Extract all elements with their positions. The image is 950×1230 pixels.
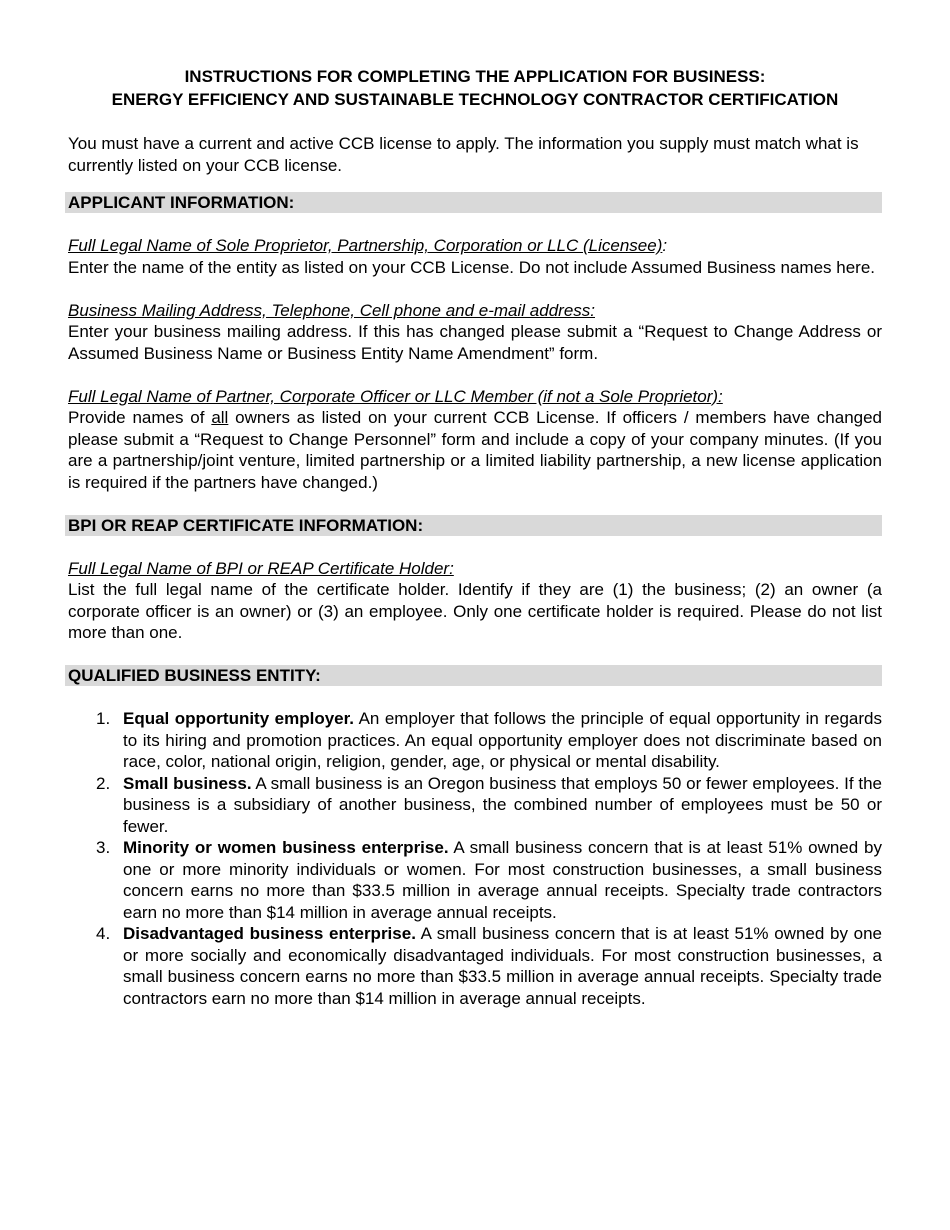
- list-item-text: A small business concern that is at least 51% owned by one or more minority individuals or women. For most construction businesses, a small business concern earns no more than $33.5 million in average annual receipts. Specialty trade contractors earn no more than $14 million in average annual receipts.: [123, 838, 882, 922]
- list-item: [68, 708, 882, 773]
- section-heading-bpi: BPI OR REAP CERTIFICATE INFORMATION:: [65, 515, 882, 536]
- field-certificate-holder-text: List the full legal name of the certificate holder. Identify if they are (1) the business; (2) an owner (a corporate officer is an owner) or (3) an employee. Only one certificate holder is required. Please do not list more than one.: [68, 580, 882, 642]
- field-legal-name-text: Enter the name of the entity as listed on your CCB License. Do not include Assumed Business names here.: [68, 257, 875, 277]
- list-item-term: Disadvantaged business enterprise.: [123, 924, 416, 943]
- section-heading-applicant: APPLICANT INFORMATION:: [65, 192, 882, 213]
- qualified-entity-list: [68, 708, 882, 1009]
- field-certificate-holder: [68, 558, 882, 644]
- list-item: [68, 837, 882, 923]
- list-item-number: 3.: [96, 838, 111, 857]
- field-legal-name-colon: :: [662, 236, 668, 255]
- list-item-number: 1.: [96, 709, 111, 728]
- list-item-number: 2.: [96, 773, 111, 793]
- field-mailing-address-label: Business Mailing Address, Telephone, Cell phone and e-mail address:: [68, 300, 595, 320]
- document-title-line-2: ENERGY EFFICIENCY AND SUSTAINABLE TECHNOLOGY CONTRACTOR CERTIFICATION: [111, 89, 839, 109]
- field-legal-name: [68, 235, 882, 278]
- field-mailing-address: [68, 300, 882, 365]
- field-partners-label: Full Legal Name of Partner, Corporate Officer or LLC Member (if not a Sole Proprietor):: [68, 386, 723, 406]
- list-item-text: An employer that follows the principle of equal opportunity in regards to its hiring and promotion practices. An equal opportunity employer does not discriminate based on race, color, national origin, religion, gender, age, or physical or mental disability.: [123, 709, 882, 771]
- field-certificate-holder-label: Full Legal Name of BPI or REAP Certificate Holder:: [68, 558, 454, 578]
- intro-paragraph: You must have a current and active CCB license to apply. The information you supply must match what is currently listed on your CCB license.: [68, 134, 859, 175]
- list-item-text: A small business is an Oregon business that employs 50 or fewer employees. If the business is a subsidiary of another business, the combined number of employees must be 50 or fewer.: [123, 773, 883, 836]
- field-legal-name-label: Full Legal Name of Sole Proprietor, Partnership, Corporation or LLC (Licensee): [68, 236, 663, 255]
- list-item: [68, 773, 882, 838]
- section-heading-qualified: QUALIFIED BUSINESS ENTITY:: [65, 665, 882, 686]
- field-partners-text-start: Provide names of: [68, 408, 212, 427]
- document-title-line-1: INSTRUCTIONS FOR COMPLETING THE APPLICATION FOR BUSINESS:: [184, 67, 766, 86]
- field-partners-text: [68, 407, 882, 493]
- list-item-text: A small business concern that is at least 51% owned by one or more socially and economically disadvantaged individuals. For most construction businesses, a small business concern earns no more than $33.5 million in average annual receipts. Specialty trade contractors earn no more than $14 million in average annual receipts.: [123, 924, 882, 1008]
- document-title: [68, 66, 882, 111]
- field-mailing-address-text: Enter your business mailing address. If this has changed please submit a “Request to Change Address or Assumed Business Name or Business Entity Name Amendment” form.: [68, 322, 882, 363]
- list-item-term: Equal opportunity employer.: [123, 709, 355, 728]
- field-partners-text-emphasis: all: [211, 408, 229, 427]
- field-partners: [68, 386, 882, 494]
- list-item-number: 4.: [96, 924, 111, 943]
- field-partners-text-rest: owners as listed on your current CCB License. If officers / members have changed please submit a “Request to Change Personnel” form and include a copy of your company minutes. (If you are a partnership/joint venture, limited partnership or a limited liability partnership, a new license application is required if the partners have changed.): [68, 408, 883, 492]
- list-item-term: Small business.: [123, 773, 252, 793]
- list-item: [68, 923, 882, 1009]
- list-item-term: Minority or women business enterprise.: [123, 838, 449, 857]
